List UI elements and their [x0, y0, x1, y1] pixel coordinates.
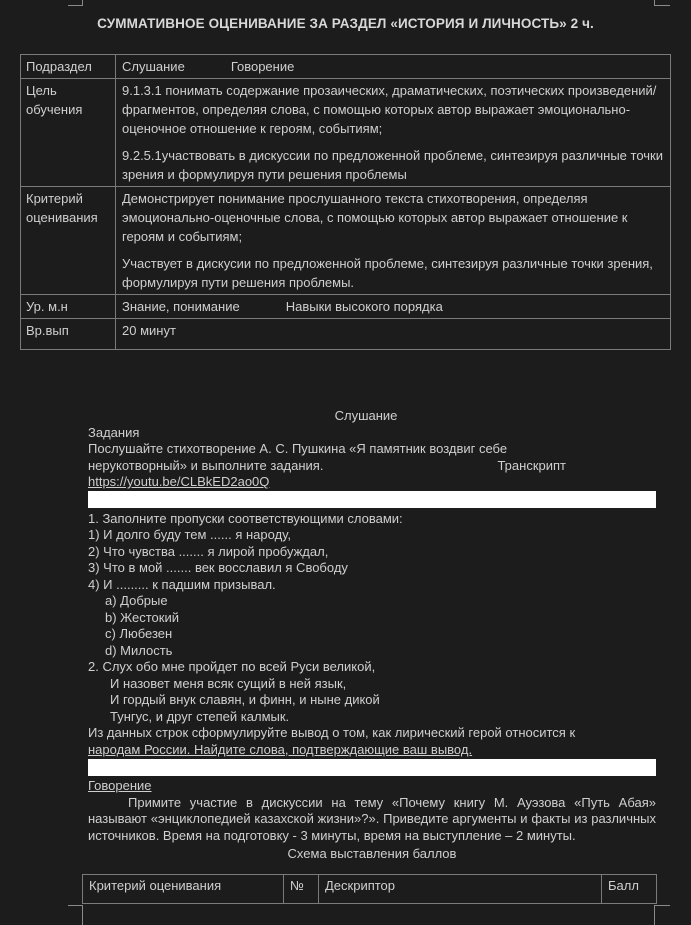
scheme-col-criteria: Критерий оценивания — [83, 875, 284, 904]
time-label: Вр.вып — [21, 319, 116, 350]
instruction-line-2: нерукотворный» и выполните задания. — [88, 457, 324, 473]
task-2-line-3: И гордый внук славян, и финн, и ныне дикой — [110, 692, 380, 707]
poem-line-1: 1) И долго буду тем ...... я народу, — [88, 527, 291, 542]
tasks-label: Задания — [88, 424, 140, 440]
level-value — [116, 295, 671, 319]
subsection-value-1: Слушание — [122, 59, 185, 74]
criteria-value — [116, 187, 671, 295]
subsection-value — [116, 55, 671, 79]
meta-row-time — [21, 319, 671, 350]
level-value-2: Навыки высокого порядка — [285, 299, 443, 314]
poem-line-3: 3) Что в мой ....... век восславил я Свободу — [88, 560, 348, 575]
corner-mark-bottom-right-h — [654, 905, 670, 906]
speaking-heading: Говорение — [88, 778, 152, 793]
poem-line-4: 4) И ......... к падшим призывал. — [88, 576, 276, 592]
corner-mark-top-left-h — [68, 5, 83, 6]
goal-2: 9.2.5.1участвовать в дискуссии по предложенной проблеме, синтезируя различные точки зрения и формулируя пути решения проблемы — [122, 148, 663, 182]
corner-mark-bottom-right — [654, 905, 655, 925]
poem-line-2: 2) Что чувства ....... я лирой пробуждал, — [88, 543, 329, 559]
time-value: 20 минут — [116, 319, 671, 350]
instruction-line-1: Послушайте стихотворение А. С. Пушкина «Я памятник воздвиг себе — [88, 441, 508, 456]
criteria-2: Участвует в дискусии по предложенной проблеме, синтезируя различные точки зрения, формулируя пути решения проблемы. — [122, 256, 653, 290]
scheme-col-score: Балл — [602, 875, 657, 904]
level-value-1: Знание, понимание — [122, 299, 240, 314]
scoring-scheme-table — [82, 874, 657, 904]
goal-1: 9.1.3.1 понимать содержание прозаических, драматических, поэтических произведений/фрагментов, определяя слова, с помощью которых автор выражает эмоционально-оценочное отношение к героям, событиям; — [122, 83, 657, 136]
task-2-question-1: Из данных строк сформулируйте вывод о том, как лирический герой относится к — [88, 725, 576, 740]
criteria-1: Демонстрирует понимание прослушанного текста стихотворения, определяя эмоционально-оценочные слова, с помощью которых автор выражает отношение к героям и событиям; — [122, 191, 628, 244]
task-1: 1. Заполните пропуски соответствующими словами: — [88, 510, 403, 526]
corner-mark-top-right-h — [654, 5, 670, 6]
criteria-label: Критерий оценивания — [21, 187, 116, 295]
youtube-link[interactable]: https://youtu.be/CLBkED2ao0Q — [88, 474, 270, 489]
corner-mark-bottom-left-h — [68, 905, 83, 906]
option-a: а) Добрые — [105, 593, 168, 608]
goal-value — [116, 79, 671, 187]
meta-table — [20, 54, 671, 350]
instruction-line-2-row — [88, 458, 566, 475]
level-label: Ур. м.н — [21, 295, 116, 319]
goal-label: Цель обучения — [21, 79, 116, 187]
scheme-header-row — [83, 875, 657, 904]
subsection-label: Подраздел — [21, 55, 116, 79]
scheme-col-descriptor: Дескриптор — [319, 875, 602, 904]
scheme-col-number: № — [284, 875, 319, 904]
task-2-line-2: И назовет меня всяк сущий в ней язык, — [110, 675, 347, 691]
task-2-line-1: 2. Слух обо мне пройдет по всей Руси великой, — [88, 659, 376, 674]
task-2-question-2: народам России. Найдите слова, подтверждающие ваш вывод. — [88, 741, 473, 757]
white-separator-bar-2 — [88, 759, 656, 776]
white-separator-bar-1 — [88, 491, 656, 508]
listening-heading: Слушание — [334, 408, 398, 423]
page-title: СУММАТИВНОЕ ОЦЕНИВАНИЕ ЗА РАЗДЕЛ «ИСТОРИЯ И ЛИЧНОСТЬ» 2 ч. — [97, 16, 594, 31]
subsection-value-2: Говорение — [230, 59, 295, 74]
meta-row-subsection — [21, 55, 671, 79]
transcript-label: Транскрипт — [497, 457, 566, 473]
corner-mark-bottom-left — [82, 905, 83, 925]
speaking-text: Примите участие в дискуссии на тему «Почему книгу М. Ауэзова «Путь Абая» называют «энциклопедией казахской жизни»?». Приведите аргументы и факты из различных источников. Время на подготовку - 3 минуты, время на выступление – 2 минуты. — [88, 794, 656, 843]
option-c: c) Любезен — [105, 626, 173, 641]
option-d: d) Милость — [105, 642, 173, 658]
meta-row-criteria — [21, 187, 671, 295]
tasks-body — [88, 408, 656, 863]
option-b: b) Жестокий — [105, 609, 179, 625]
meta-row-level — [21, 295, 671, 319]
meta-row-goal — [21, 79, 671, 187]
scheme-title: Схема выставления баллов — [287, 846, 457, 861]
task-2-line-4: Тунгус, и друг степей калмык. — [110, 708, 290, 724]
